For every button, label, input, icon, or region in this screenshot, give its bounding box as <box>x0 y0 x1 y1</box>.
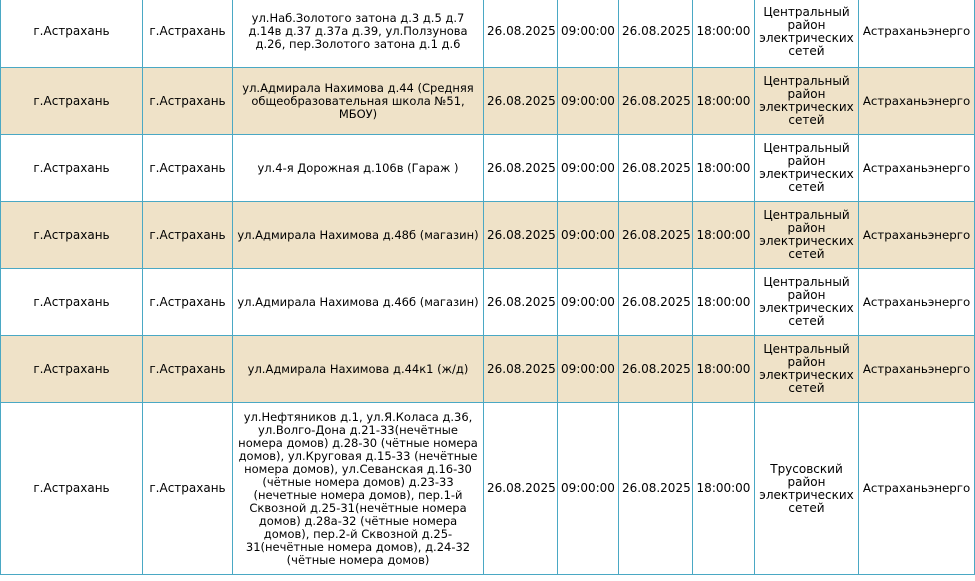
address-cell: ул.Адмирала Нахимова д.48б (магазин) <box>233 202 484 269</box>
start-date-cell: 26.08.2025 <box>484 135 558 202</box>
end-date-cell: 26.08.2025 <box>619 336 693 403</box>
start-date-cell: 26.08.2025 <box>484 403 558 575</box>
address-cell: ул.Наб.Золотого затона д.3 д.5 д.7 д.14в д.37 д.37а д.39, ул.Ползунова д.26, пер.Золотого затона д.1 д.6 <box>233 0 484 68</box>
table-row <box>1 336 975 403</box>
end-date-cell: 26.08.2025 <box>619 0 693 68</box>
locality-cell: г.Астрахань <box>143 269 233 336</box>
organization-cell: Астраханьэнерго <box>859 336 975 403</box>
address-cell: ул.Нефтяников д.1, ул.Я.Коласа д.36, ул.Волго-Дона д.21-33(нечётные номера домов) д.28-30 (чётные номера домов), ул.Круговая д.15-33 (нечётные номера домов), ул.Севанская д.16-30 (чётные номера домов) д.23-33 (нечетные номера домов), пер.1-й Сквозной д.25-31(нечётные номера домов) д.28а-32 (чётные номера домов), пер.2-й Сквозной д.25-31(нечётные номера домов), д.24-32 (чётные номера домов) <box>233 403 484 575</box>
address-cell: ул.4-я Дорожная д.106в (Гараж ) <box>233 135 484 202</box>
city-cell: г.Астрахань <box>1 0 143 68</box>
locality-cell: г.Астрахань <box>143 202 233 269</box>
network-district-cell: Центральный район электрических сетей <box>755 202 859 269</box>
start-date-cell: 26.08.2025 <box>484 68 558 135</box>
end-date-cell: 26.08.2025 <box>619 202 693 269</box>
network-district-cell: Центральный район электрических сетей <box>755 135 859 202</box>
start-time-cell: 09:00:00 <box>558 269 619 336</box>
organization-cell: Астраханьэнерго <box>859 68 975 135</box>
start-date-cell: 26.08.2025 <box>484 269 558 336</box>
start-time-cell: 09:00:00 <box>558 135 619 202</box>
start-date-cell: 26.08.2025 <box>484 336 558 403</box>
organization-cell: Астраханьэнерго <box>859 0 975 68</box>
end-time-cell: 18:00:00 <box>693 202 755 269</box>
locality-cell: г.Астрахань <box>143 68 233 135</box>
table-row <box>1 269 975 336</box>
organization-cell: Астраханьэнерго <box>859 202 975 269</box>
city-cell: г.Астрахань <box>1 202 143 269</box>
city-cell: г.Астрахань <box>1 336 143 403</box>
end-date-cell: 26.08.2025 <box>619 403 693 575</box>
end-date-cell: 26.08.2025 <box>619 269 693 336</box>
table-row <box>1 135 975 202</box>
table-row <box>1 202 975 269</box>
end-time-cell: 18:00:00 <box>693 403 755 575</box>
address-cell: ул.Адмирала Нахимова д.44 (Средняя общеобразовательная школа №51, МБОУ) <box>233 68 484 135</box>
start-time-cell: 09:00:00 <box>558 0 619 68</box>
table-body <box>1 0 975 575</box>
network-district-cell: Трусовский район электрических сетей <box>755 403 859 575</box>
address-cell: ул.Адмирала Нахимова д.44к1 (ж/д) <box>233 336 484 403</box>
city-cell: г.Астрахань <box>1 68 143 135</box>
end-date-cell: 26.08.2025 <box>619 135 693 202</box>
end-time-cell: 18:00:00 <box>693 68 755 135</box>
city-cell: г.Астрахань <box>1 135 143 202</box>
start-time-cell: 09:00:00 <box>558 68 619 135</box>
network-district-cell: Центральный район электрических сетей <box>755 336 859 403</box>
end-time-cell: 18:00:00 <box>693 0 755 68</box>
start-date-cell: 26.08.2025 <box>484 0 558 68</box>
locality-cell: г.Астрахань <box>143 403 233 575</box>
start-time-cell: 09:00:00 <box>558 403 619 575</box>
city-cell: г.Астрахань <box>1 403 143 575</box>
end-time-cell: 18:00:00 <box>693 135 755 202</box>
end-date-cell: 26.08.2025 <box>619 68 693 135</box>
end-time-cell: 18:00:00 <box>693 269 755 336</box>
table-row <box>1 403 975 575</box>
organization-cell: Астраханьэнерго <box>859 269 975 336</box>
network-district-cell: Центральный район электрических сетей <box>755 68 859 135</box>
start-time-cell: 09:00:00 <box>558 202 619 269</box>
address-cell: ул.Адмирала Нахимова д.46б (магазин) <box>233 269 484 336</box>
table-row <box>1 0 975 68</box>
locality-cell: г.Астрахань <box>143 336 233 403</box>
start-time-cell: 09:00:00 <box>558 336 619 403</box>
table-row <box>1 68 975 135</box>
organization-cell: Астраханьэнерго <box>859 135 975 202</box>
network-district-cell: Центральный район электрических сетей <box>755 0 859 68</box>
end-time-cell: 18:00:00 <box>693 336 755 403</box>
network-district-cell: Центральный район электрических сетей <box>755 269 859 336</box>
start-date-cell: 26.08.2025 <box>484 202 558 269</box>
organization-cell: Астраханьэнерго <box>859 403 975 575</box>
locality-cell: г.Астрахань <box>143 135 233 202</box>
city-cell: г.Астрахань <box>1 269 143 336</box>
locality-cell: г.Астрахань <box>143 0 233 68</box>
